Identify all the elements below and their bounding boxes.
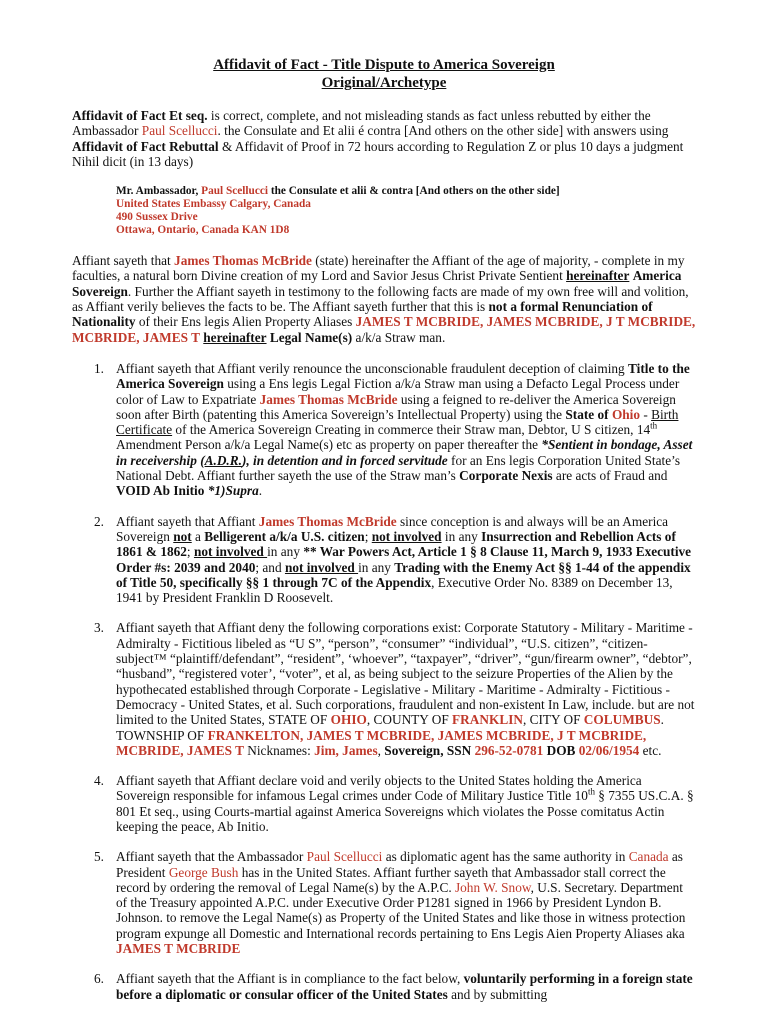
list-item: 4. Affiant sayeth that Affiant declare void and verily objects to the United States holding the America Sovereign responsible for infamous Legal crimes under Code of Military Justice Title 10th § 7355 US.C.A. § 801 Et seq., using Courts-martial against America Sovereigns which violates the Posse comitatus Actin keeping the peace, Ab Initio. xyxy=(94,773,694,834)
item-number: 5. xyxy=(94,849,104,865)
list-item: 2. Affiant sayeth that Affiant James Thomas McBride since conception is and always will be an America Sovereign not a Belligerent a/k/a U.S. citizen; not involved in any Insurrection and Rebellion Acts of 1861 & 1862; not involved in any ** War Powers Act, Article 1 § 8 Clause 11, March 9, 1933 Executive Order #s: 2039 and 2040; and not involved in any Trading with the Enemy Act §§ 1-44 of the appendix of Title 50, specifically §§ 1 through 7C of the Appendix, Executive Order No. 8389 on December 13, 1941 by President Franklin D Roosevelt. xyxy=(94,513,692,606)
item-number: 6. xyxy=(94,971,104,987)
intro-term: Affidavit of Fact Et seq. xyxy=(72,108,208,123)
list-item: 5. Affiant sayeth that the Ambassador Paul Scellucci as diplomatic agent has the same authority in Canada as President George Bush has in the United States. Affiant further sayeth that Ambassador stall correct the record by ordering the removal of Legal Name(s) by the A.P.C. John W. Snow, U.S. Secretary. Department of the Treasury appointed A.P.C. under Executive Order P1281 signed in 1966 by President Lyndon B. Johnson. to remove the Legal Name(s) as Property of the United States and like those in witness protection program expunge all Domestic and International records pertaining to Ens Legis Aien Property Aliases aka JAMES T MCBRIDE xyxy=(94,849,686,957)
address-block xyxy=(116,185,696,237)
document-title xyxy=(72,56,696,92)
list-item: 1. Affiant sayeth that Affiant verily renounce the unconscionable fraudulent deception of claiming Title to the America Sovereign using a Ens legis Legal Fiction a/k/a Straw man using a Defacto Legal Process under color of Law to Expatriate James Thomas McBride using a feigned to re-deliver the America Sovereign soon after Birth (patenting this America Sovereign’s Intellectual Property) using the State of Ohio - Birth Certificate of the America Sovereign Creating in commerce their Straw man, Debtor, U S citizen, 14th Amendment Person a/k/a Legal Name(s) etc as property on paper thereafter the *Sentient in bondage, Asset in receivership (A.D.R.), in detention and in forced servitude for an Ens legis Corporation United State’s National Debt. Affiant further sayeth the use of the Straw man’s Corporate Nexis are acts of Fraud and VOID Ab Initio *1)Supra. xyxy=(94,360,693,499)
intro-paragraph: Affidavit of Fact Et seq. is correct, complete, and not misleading stands as fact unless rebutted by either the Ambassador Paul Scellucci. the Consulate and Et alii é contra [And others on the other side] with answers using Affidavit of Fact Rebuttal & Affidavit of Proof in 72 hours according to Regulation Z or plus 10 days a judgment Nihil dicit (in 13 days) xyxy=(72,108,684,169)
ambassador-name: Paul Scellucci xyxy=(141,123,218,139)
dob-value: 02/06/1954 xyxy=(578,742,640,758)
address-line-1: Mr. Ambassador, Paul Scellucci the Consulate et alii & contra [And others on the other side] xyxy=(116,185,560,198)
address-line-2: United States Embassy Calgary, Canada xyxy=(116,198,311,211)
affiant-statement: Affiant sayeth that James Thomas McBride (state) hereinafter the Affiant of the age of majority, - complete in my faculties, a natural born Divine creation of my Lord and Savior Jesus Christ Private Sentient hereinafter America Sovereign. Further the Affiant sayeth in testimony to the following facts are made of my own free will and volition, as Affiant verily believes the facts to be. The Affiant sayeth further that this is not a formal Renunciation of Nationality of their Ens legis Alien Property Aliases JAMES T MCBRIDE, JAMES MCBRIDE, J T MCBRIDE, MCBRIDE, JAMES T hereinafter Legal Name(s) a/k/a Straw man. xyxy=(72,253,696,345)
title-line-2: Original/Archetype xyxy=(321,75,447,91)
list-item: 6. Affiant sayeth that the Affiant is in compliance to the fact below, voluntarily performing in a foreign state before a diplomatic or consular officer of the United States and by submitting xyxy=(94,971,693,1002)
title-line-1: Affidavit of Fact - Title Dispute to America Sovereign xyxy=(213,57,555,73)
item-number: 2. xyxy=(94,513,104,529)
item-number: 1. xyxy=(94,360,104,376)
affiant-name: James Thomas McBride xyxy=(174,253,312,269)
list-item: 3. Affiant sayeth that Affiant deny the following corporations exist: Corporate Statutory - Military - Maritime - Admiralty - Fictitious libeled as “U S”, “person”, “consumer” “individual”, “U.S. citizen”, “citizen-subject™ “plaintiff/defendant”, “resident”, ‘whoever”, “taxpayer”, “driver”, “gun/firearm owner”, “debtor”, “husband”, “registered voter’, “voter”, et al, as being subject to the seizure Properties of the Alien by the hypothecated established through Corporate - Legislative - Military - Maritime - Admiralty - Fictitious - Democracy - United States, et al. Such corporations, fraudulent and non-existent In Law, include. but are not limited to the United States, STATE OF OHIO, COUNTY OF FRANKLIN, CITY OF COLUMBUS. TOWNSHIP OF FRANKELTON, JAMES T MCBRIDE, JAMES MCBRIDE, J T MCBRIDE, MCBRIDE, JAMES T Nicknames: Jim, James, Sovereign, SSN 296-52-0781 DOB 02/06/1954 etc. xyxy=(94,620,695,758)
address-line-3: 490 Sussex Drive xyxy=(116,211,198,224)
numbered-list xyxy=(72,361,696,1002)
address-line-4: Ottawa, Ontario, Canada KAN 1D8 xyxy=(116,224,290,237)
item-number: 3. xyxy=(94,620,104,636)
ssn-value: 296-52-0781 xyxy=(474,742,544,758)
item-number: 4. xyxy=(94,773,104,789)
aliases: JAMES T MCBRIDE, JAMES MCBRIDE, J T MCBRIDE, MCBRIDE, JAMES T xyxy=(72,314,696,345)
